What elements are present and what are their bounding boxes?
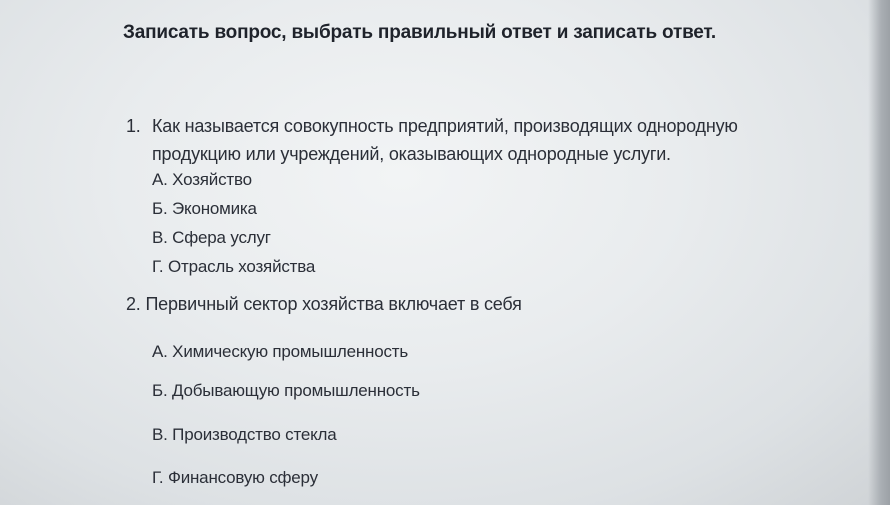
question-1-option-d: Г. Отрасль хозяйства <box>152 257 316 276</box>
question-2-text: Первичный сектор хозяйства включает в себя <box>145 294 522 314</box>
question-1-option-a: А. Хозяйство <box>152 170 252 189</box>
question-2-option-b: Б. Добывающую промышленность <box>152 381 420 400</box>
question-2-option-c: В. Производство стекла <box>152 425 337 444</box>
question-1-text-line2: продукцию или учреждений, оказывающих однородные услуги. <box>152 144 671 164</box>
question-2 <box>126 294 522 315</box>
question-1-number: 1. <box>126 116 141 136</box>
question-2-option-d: Г. Финансовую сферу <box>152 468 318 487</box>
question-1-text-line1: Как называется совокупность предприятий, производящих однородную <box>152 116 738 136</box>
page-heading: Записать вопрос, выбрать правильный ответ и записать ответ. <box>123 22 716 43</box>
question-2-number: 2. <box>126 294 141 314</box>
question-1-option-b: Б. Экономика <box>152 199 257 218</box>
frame-edge <box>868 0 890 505</box>
question-1 <box>126 112 806 168</box>
question-2-option-a: А. Химическую промышленность <box>152 342 409 361</box>
question-1-option-c: В. Сфера услуг <box>152 228 271 247</box>
